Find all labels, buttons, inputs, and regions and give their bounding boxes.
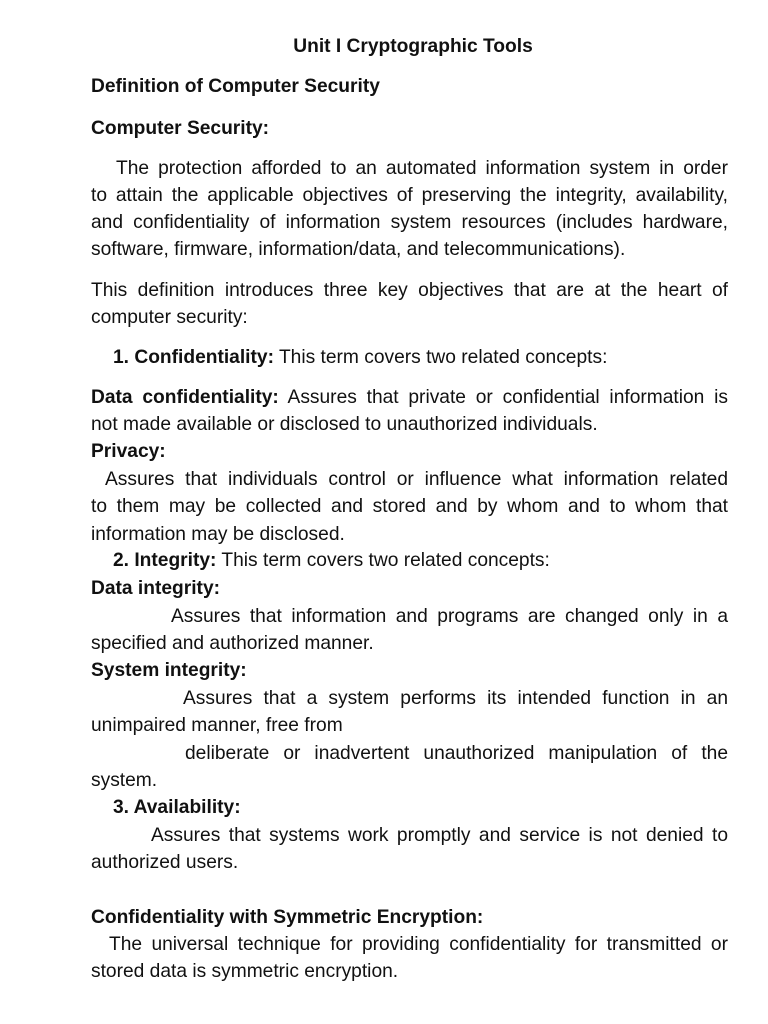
item2-line (91, 549, 728, 573)
privacy-line3: information may be disclosed. (91, 524, 345, 545)
data-confidentiality-line2: not made available or disclosed to unauthorized individuals. (91, 414, 598, 435)
para1-line4: software, firmware, information/data, and telecommunications). (91, 239, 626, 260)
privacy-line2: to them may be collected and stored and by whom and to whom that (91, 496, 728, 517)
system-integrity-line2: unimpaired manner, free from (91, 715, 343, 736)
data-confidentiality-text: Assures that private or confidential information is (278, 387, 728, 408)
item1-text: This term covers two related concepts: (273, 347, 608, 368)
item1-label: 1. Confidentiality: (113, 347, 274, 368)
availability-line2: authorized users. (91, 852, 239, 873)
para2-line2: computer security: (91, 307, 248, 328)
heading-computer-security: Computer Security: (91, 118, 270, 139)
item1-line (91, 346, 728, 370)
system-integrity-label: System integrity: (91, 660, 247, 681)
para1-line1: The protection afforded to an automated information system in order (116, 158, 728, 179)
symmetric-heading: Confidentiality with Symmetric Encryption: (91, 907, 484, 928)
privacy-label: Privacy: (91, 441, 166, 462)
data-integrity-line1: Assures that information and programs are changed only in a (171, 606, 728, 627)
heading-definition: Definition of Computer Security (91, 76, 380, 97)
data-confidentiality-line1 (91, 386, 728, 410)
item2-label: 2. Integrity: (113, 550, 217, 571)
privacy-line1: Assures that individuals control or influence what information related (105, 469, 728, 490)
symmetric-line2: stored data is symmetric encryption. (91, 961, 399, 982)
data-integrity-line2: specified and authorized manner. (91, 633, 374, 654)
system-integrity-line3: deliberate or inadvertent unauthorized manipulation of the (185, 743, 728, 764)
availability-line1: Assures that systems work promptly and service is not denied to (151, 825, 728, 846)
document-title: Unit I Cryptographic Tools (293, 36, 533, 57)
para1-line3: and confidentiality of information system resources (includes hardware, (91, 212, 728, 233)
item2-text: This term covers two related concepts: (216, 550, 550, 571)
item3-label: 3. Availability: (113, 797, 241, 818)
para1-line2: to attain the applicable objectives of preserving the integrity, availability, (91, 185, 728, 206)
system-integrity-line1: Assures that a system performs its intended function in an (183, 688, 728, 709)
data-confidentiality-label: Data confidentiality: (91, 387, 279, 408)
system-integrity-line4: system. (91, 770, 158, 791)
symmetric-line1: The universal technique for providing confidentiality for transmitted or (109, 934, 728, 955)
data-integrity-label: Data integrity: (91, 578, 221, 599)
para2-line1: This definition introduces three key objectives that are at the heart of (91, 280, 728, 301)
